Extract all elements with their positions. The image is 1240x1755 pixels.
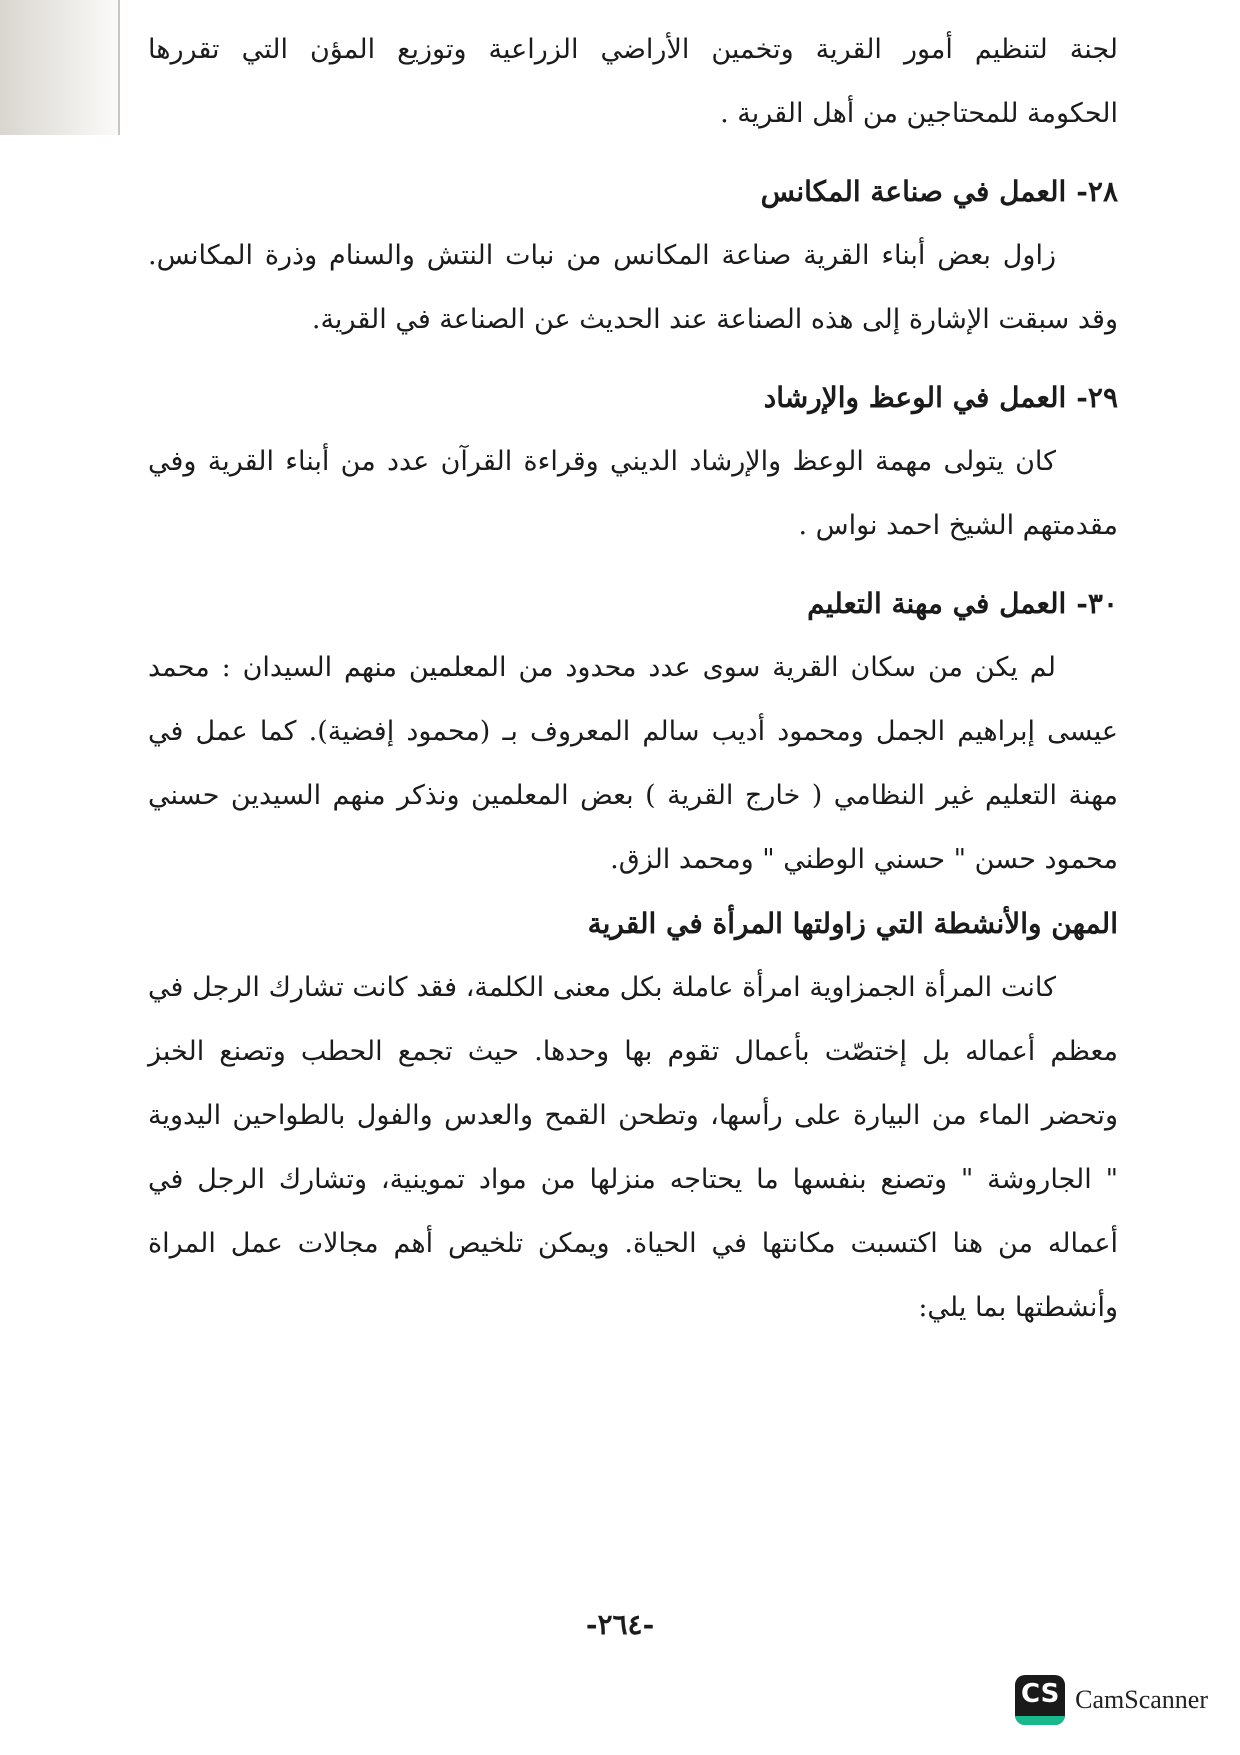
- camscanner-logo-accent: [1015, 1716, 1065, 1725]
- body-line: معظم أعماله بل إختصّت بأعمال تقوم بها وحدها. حيث تجمع الحطب وتصنع الخبز: [148, 1036, 1118, 1067]
- section-title: العمل في مهنة التعليم: [807, 587, 1067, 620]
- body-line: كان يتولى مهمة الوعظ والإرشاد الديني وقراءة القرآن عدد من أبناء القرية وفي: [148, 446, 1056, 477]
- section-title: العمل في الوعظ والإرشاد: [763, 381, 1067, 414]
- document-page: [148, 18, 1118, 1340]
- section-heading-28: [148, 160, 1118, 224]
- body-line: أعماله من هنا اكتسبت مكانتها في الحياة. ويمكن تلخيص أهم مجالات عمل المراة: [148, 1228, 1118, 1259]
- body-line: عيسى إبراهيم الجمل ومحمود أديب سالم المعروف بـ (محمود إفضية). كما عمل في: [148, 716, 1118, 747]
- body-line: " الجاروشة " وتصنع بنفسها ما يحتاجه منزلها من مواد تموينية، وتشارك الرجل في: [148, 1164, 1118, 1195]
- scan-page-edge: [0, 0, 120, 135]
- body-line: لجنة لتنظيم أمور القرية وتخمين الأراضي الزراعية وتوزيع المؤن التي تقررها: [148, 34, 1118, 65]
- page-number: -٢٦٤-: [585, 1608, 655, 1641]
- body-line: مهنة التعليم غير النظامي ( خارج القرية ) بعض المعلمين ونذكر منهم السيدين حسني: [148, 780, 1118, 811]
- body-line: زاول بعض أبناء القرية صناعة المكانس من نبات النتش والسنام وذرة المكانس.: [148, 240, 1056, 271]
- camscanner-logo-text: CS: [1021, 1679, 1060, 1709]
- body-line: مقدمتهم الشيخ احمد نواس .: [798, 510, 1118, 541]
- camscanner-name: CamScanner: [1075, 1685, 1208, 1714]
- section-number: ٢٨-: [1076, 175, 1118, 208]
- camscanner-watermark: [1015, 1675, 1208, 1725]
- body-line: لم يكن من سكان القرية سوى عدد محدود من المعلمين منهم السيدان : محمد: [148, 652, 1056, 683]
- body-line: محمود حسن " حسني الوطني " ومحمد الزق.: [610, 844, 1118, 875]
- body-line: وأنشطتها بما يلي:: [918, 1292, 1118, 1323]
- section-number: ٢٩-: [1076, 381, 1118, 414]
- body-line: وقد سبقت الإشارة إلى هذه الصناعة عند الحديث عن الصناعة في القرية.: [311, 304, 1118, 335]
- body-line: كانت المرأة الجمزاوية امرأة عاملة بكل معنى الكلمة، فقد كانت تشارك الرجل في: [148, 972, 1056, 1003]
- section-title: العمل في صناعة المكانس: [760, 175, 1067, 208]
- body-line: وتحضر الماء من البيارة على رأسها، وتطحن القمح والعدس والفول بالطواحين اليدوية: [148, 1100, 1118, 1131]
- section-number: ٣٠-: [1076, 587, 1118, 620]
- section-heading-29: [148, 366, 1118, 430]
- section-heading-30: [148, 572, 1118, 636]
- body-line: الحكومة للمحتاجين من أهل القرية .: [720, 98, 1118, 129]
- camscanner-logo-icon: [1015, 1675, 1065, 1725]
- women-section-heading: المهن والأنشطة التي زاولتها المرأة في القرية: [587, 907, 1118, 940]
